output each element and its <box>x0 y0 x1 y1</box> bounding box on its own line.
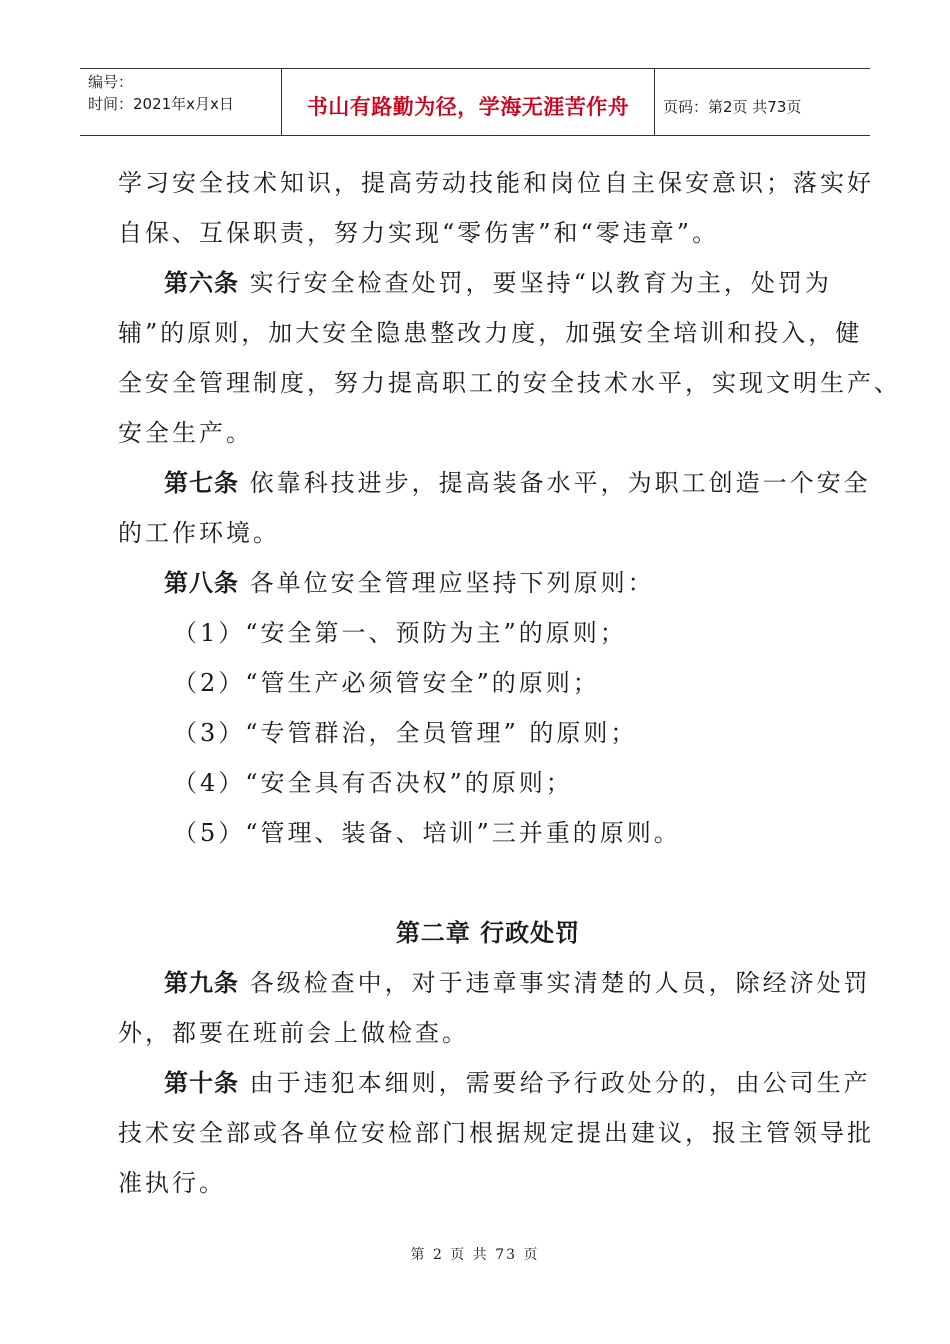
header-page-info: 页码：第2页 共73页 <box>663 97 802 116</box>
article-6 <box>118 258 858 308</box>
header-motto-cell <box>282 69 655 135</box>
page-footer: 第 2 页 共 73 页 <box>410 1247 540 1263</box>
document-header <box>80 68 870 136</box>
paragraph-line: 安全生产。 <box>118 419 253 447</box>
principle-item: （2）“管生产必须管安全”的原则； <box>173 669 600 697</box>
document-number-label: 编号： <box>88 73 134 91</box>
header-page-cell <box>655 69 870 135</box>
article-10-label: 第十条 <box>164 1069 239 1097</box>
principle-item: （1）“安全第一、预防为主”的原则； <box>173 619 627 647</box>
article-7-label: 第七条 <box>164 469 239 497</box>
article-7 <box>118 458 871 508</box>
principle-item: （3）“专管群治，全员管理” 的原则； <box>173 719 638 747</box>
article-9-text: 各级检查中，对于违章事实清楚的人员，除经济处罚 <box>239 969 871 997</box>
paragraph-line: 技术安全部或各单位安检部门根据规定提出建议，报主管领导批 <box>118 1119 874 1147</box>
paragraph-line: 自保、互保职责，努力实现“零伤害”和“零违章”。 <box>118 219 720 247</box>
article-6-label: 第六条 <box>164 269 239 297</box>
article-10 <box>118 1058 871 1108</box>
paragraph-line: 全安全管理制度，努力提高职工的安全技术水平，实现文明生产、 <box>118 369 901 397</box>
article-8 <box>118 558 858 608</box>
header-motto: 书山有路勤为径，学海无涯苦作舟 <box>306 95 630 119</box>
article-10-text: 由于违犯本细则，需要给予行政处分的，由公司生产 <box>239 1069 871 1097</box>
article-6-text: 实行安全检查处罚，要坚持“以教育为主，处罚为 <box>239 269 832 297</box>
paragraph-line: 外，都要在班前会上做检查。 <box>118 1019 469 1047</box>
chapter-title: 第二章 行政处罚 <box>395 919 581 947</box>
article-9-label: 第九条 <box>164 969 239 997</box>
article-8-label: 第八条 <box>164 569 239 597</box>
article-8-text: 各单位安全管理应坚持下列原则： <box>239 569 655 597</box>
document-time-label: 时间：2021年x月x日 <box>88 95 234 113</box>
paragraph-line: 学习安全技术知识，提高劳动技能和岗位自主保安意识；落实好 <box>118 169 874 197</box>
principle-item: （5）“管理、装备、培训”三并重的原则。 <box>173 819 681 847</box>
paragraph-line: 辅”的原则，加大安全隐患整改力度，加强安全培训和投入，健 <box>118 319 863 347</box>
paragraph-line: 的工作环境。 <box>118 519 280 547</box>
principle-item: （4）“安全具有否决权”的原则； <box>173 769 573 797</box>
header-meta-cell <box>80 69 282 135</box>
paragraph-line: 准执行。 <box>118 1169 226 1197</box>
article-7-text: 依靠科技进步，提高装备水平，为职工创造一个安全 <box>239 469 871 497</box>
document-body <box>118 158 901 1208</box>
article-9 <box>118 958 871 1008</box>
